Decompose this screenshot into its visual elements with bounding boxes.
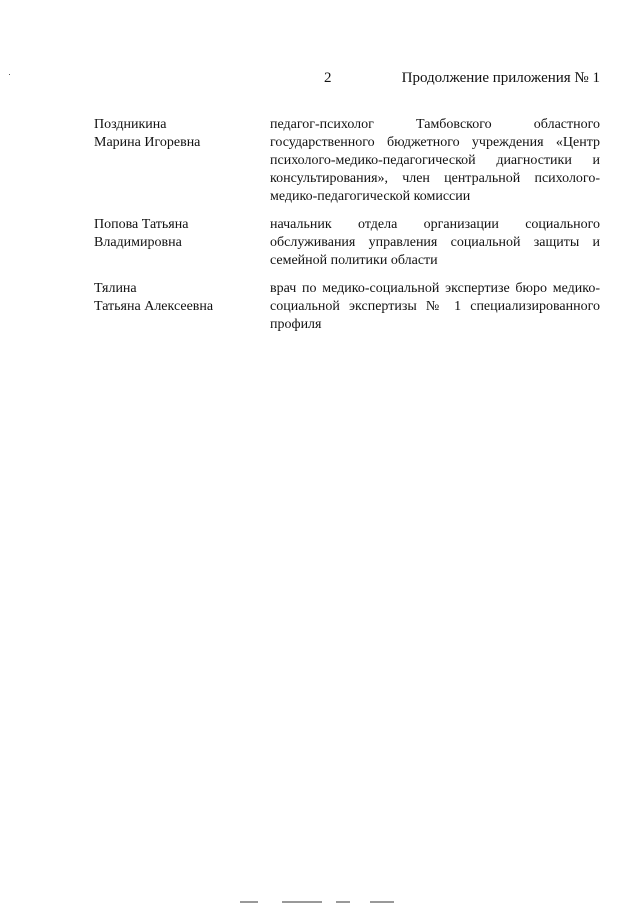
continuation-note: Продолжение приложения № 1 [401,70,600,86]
scan-artifact-dot [9,74,10,75]
member-row [94,280,600,334]
member-surname: Тялина [94,281,137,296]
member-name [94,216,270,270]
page-number: 2 [324,70,332,86]
member-surname: Поздникина [94,117,167,132]
scan-edge-marks [0,899,640,903]
member-position: педагог-психолог Тамбовского областного государственного бюджетного учреждения «Центр психолого-медико-педагогической диагностики и консультирования», член центральной психолого-медико-педагогической комиссии [270,117,600,204]
member-given-name: Владимировна [94,235,182,250]
member-name [94,280,270,334]
member-given-name: Татьяна Алексеевна [94,299,214,314]
member-position: начальник отдела организации социального обслуживания управления социальной защиты и семейной политики области [270,217,600,268]
member-name [94,116,270,206]
member-surname: Попова Татьяна [94,217,189,232]
member-given-name: Марина Игоревна [94,135,201,150]
commission-member-list [94,116,600,344]
member-position: врач по медико-социальной экспертизе бюро медико-социальной экспертизы № 1 специализированного профиля [270,281,600,332]
member-row [94,216,600,270]
member-row [94,116,600,206]
